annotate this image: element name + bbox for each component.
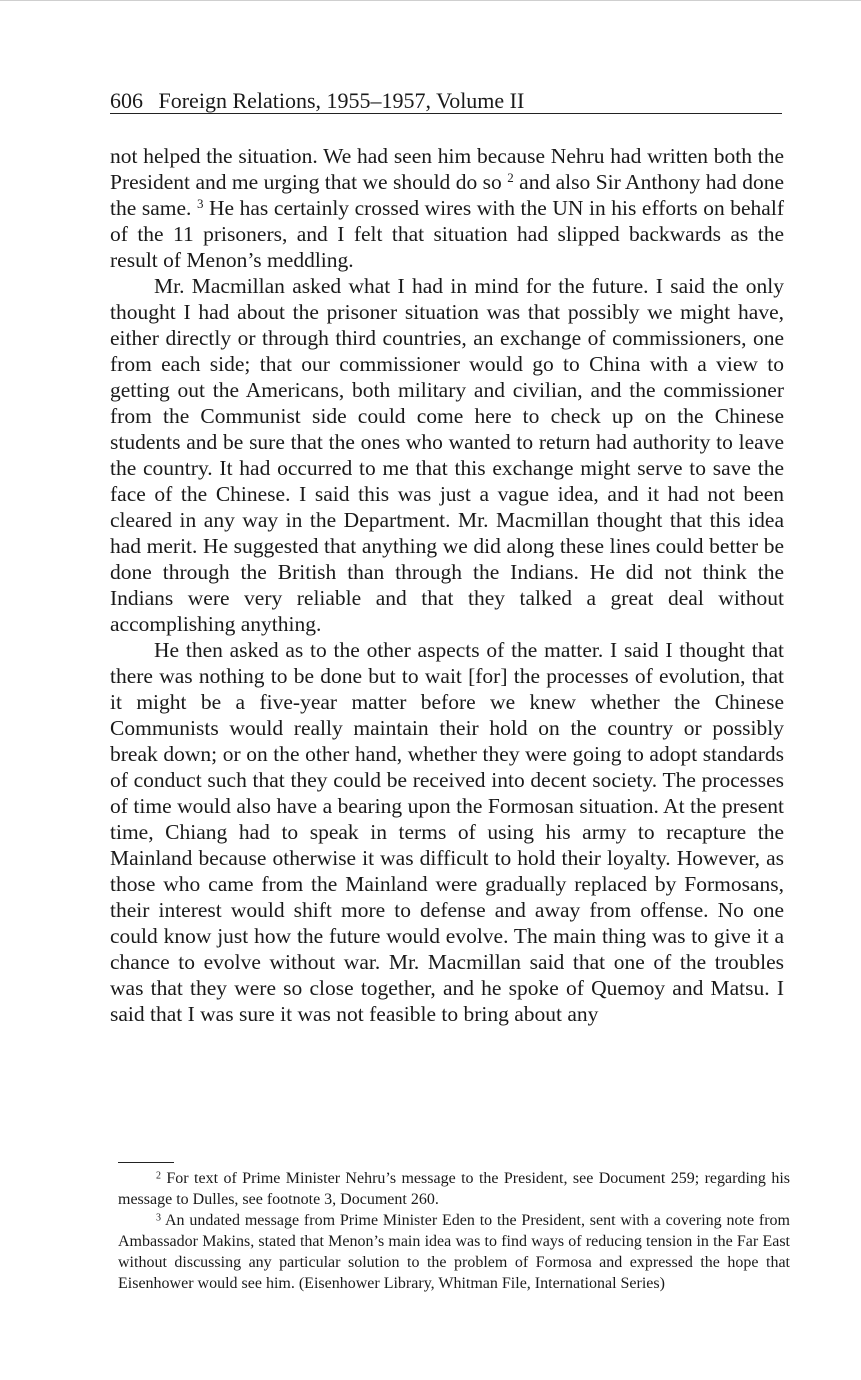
paragraph	[110, 273, 784, 637]
paragraph-text: Mr. Macmillan asked what I had in mind for the future. I said the only thought I had about the prisoner situation was that possibly we might have, either directly or through third countries, an exchange of commissioners, one from each side; that our commissioner would go to China with a view to getting out the Americans, both military and civilian, and the commissioner from the Communist side could come here to check up on the Chinese students and be sure that the ones who wanted to return had authority to leave the country. It had occurred to me that this exchange might serve to save the face of the Chinese. I said this was just a vague idea, and it had not been cleared in any way in the Department. Mr. Macmillan thought that this idea had merit. He suggested that anything we did along these lines could better be done through the British than through the Indians. He did not think the Indians were very reliable and that they talked a great deal without accomplishing anything.	[110, 274, 784, 636]
paragraph-text: not helped the situation. We had seen him because Nehru had written both the President and me urging that we should do so	[110, 144, 784, 194]
footnote-marker: 3	[156, 1212, 161, 1224]
paragraph-text: He then asked as to the other aspects of the matter. I said I thought that there was nothing to be done but to wait [for] the processes of evolution, that it might be a five-year matter before we knew whether the Chinese Communists would really maintain their hold on the country or possibly break down; or on the other hand, whether they were going to adopt standards of conduct such that they could be received into decent society. The processes of time would also have a bearing upon the Formosan situation. At the present time, Chiang had to speak in terms of using his army to recapture the Mainland because otherwise it was difficult to hold their loyalty. However, as those who came from the Mainland were gradually replaced by Formosans, their interest would shift more to defense and away from offense. No one could know just how the future would evolve. The main thing was to give it a chance to evolve without war. Mr. Macmillan said that one of the troubles was that they were so close together, and he spoke of Quemoy and Matsu. I said that I was sure it was not feasible to bring about any	[110, 638, 784, 1026]
top-edge-rule	[0, 0, 861, 1]
paragraph-text: He has certainly crossed wires with the UN in his efforts on behalf of the 11 prisoners, and I felt that situation had slipped backwards as the result of Menon’s meddling.	[110, 196, 784, 272]
footnote-text: For text of Prime Minister Nehru’s message to the President, see Document 259; regarding his message to Dulles, see footnote 3, Document 260.	[118, 1170, 790, 1208]
footnotes	[118, 1168, 790, 1294]
paragraph	[110, 637, 784, 1027]
footnote-text: An undated message from Prime Minister Eden to the President, sent with a covering note from Ambassador Makins, stated that Menon’s main idea was to find ways of reducing tension in the Far East without discussing any particular solution to the problem of Formosa and expressed the hope that Eisenhower would see him. (Eisenhower Library, Whitman File, International Series)	[118, 1212, 790, 1292]
footnote-ref[interactable]: 2	[507, 169, 514, 185]
footnote-marker: 2	[156, 1170, 161, 1182]
paragraph	[110, 143, 784, 273]
running-title: Foreign Relations, 1955–1957, Volume II	[158, 88, 525, 113]
footnote-ref[interactable]: 3	[196, 195, 204, 211]
paragraph-text: and also Sir Anthony had done the same.	[110, 170, 784, 220]
page-number: 606	[110, 88, 143, 113]
footnote-separator	[118, 1162, 174, 1163]
running-header	[110, 88, 782, 114]
document-body	[110, 143, 784, 1027]
footnote	[118, 1168, 790, 1210]
header-rule	[110, 113, 782, 114]
footnote	[118, 1210, 790, 1294]
